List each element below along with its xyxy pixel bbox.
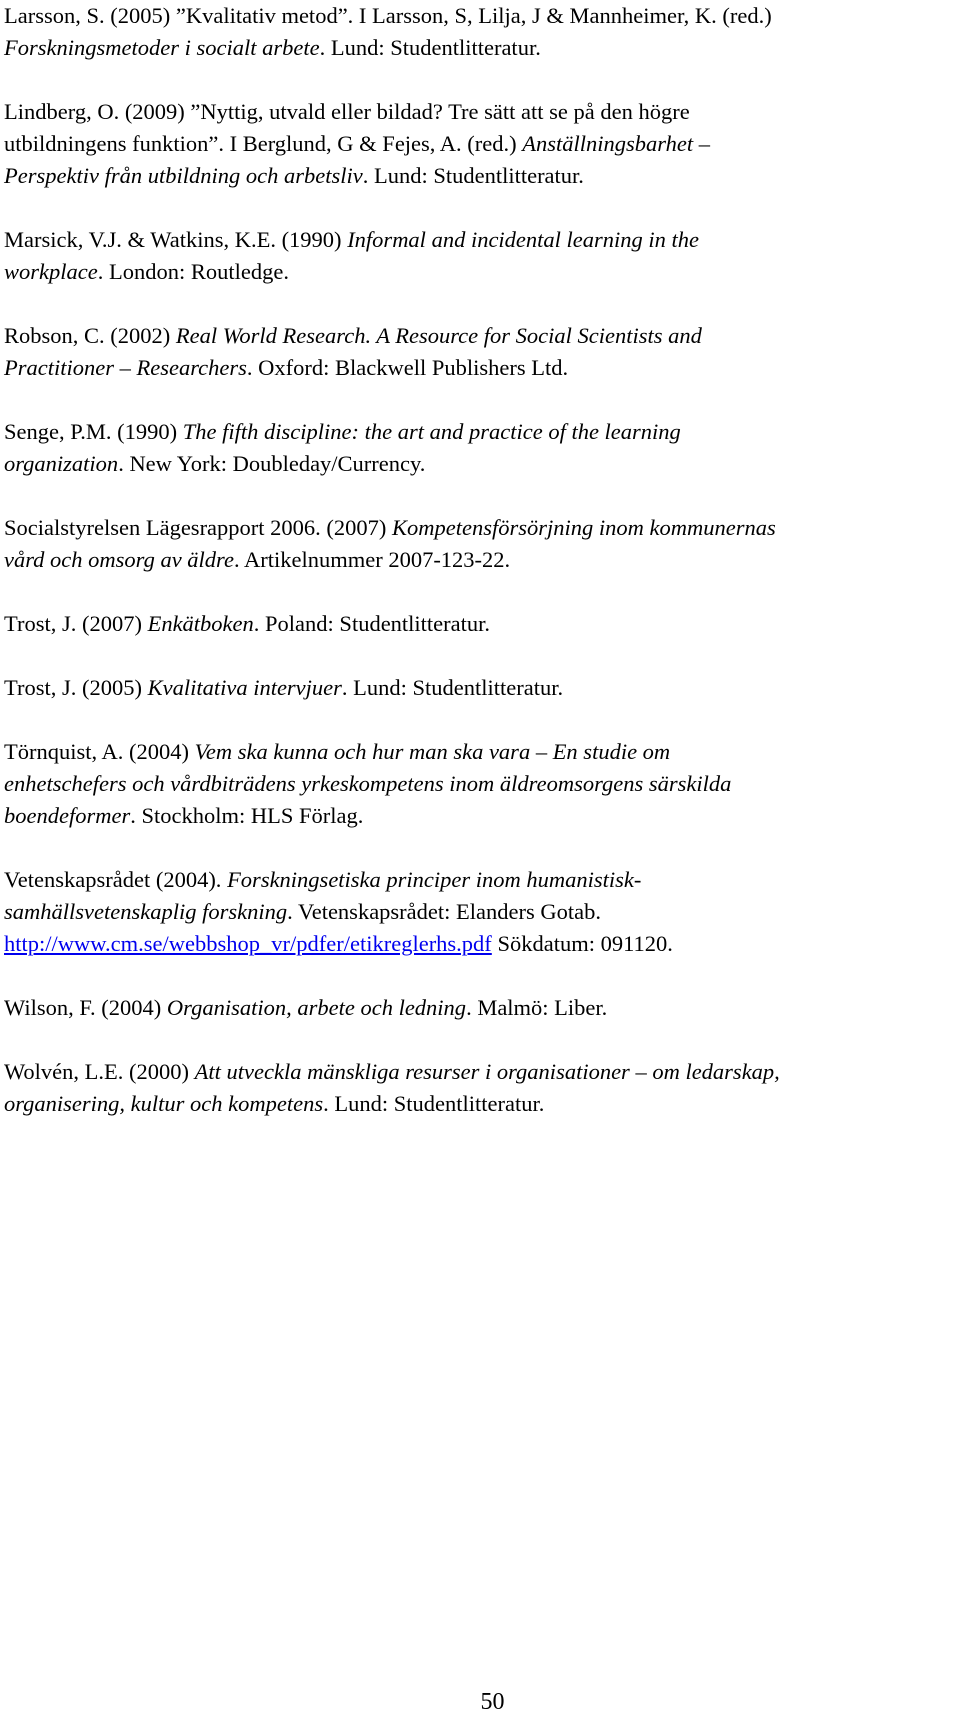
reference-text: . Oxford: Blackwell Publishers Ltd. bbox=[246, 355, 569, 380]
reference-line bbox=[4, 992, 954, 1024]
reference-line bbox=[4, 896, 954, 928]
reference-line bbox=[4, 544, 954, 576]
reference-text: Marsick, V.J. & Watkins, K.E. (1990) bbox=[4, 227, 348, 252]
reference-line bbox=[4, 256, 954, 288]
reference-title-text: Informal and incidental learning in the bbox=[347, 227, 700, 252]
reference-line bbox=[4, 32, 954, 64]
reference-text: . Lund: Studentlitteratur. bbox=[341, 675, 564, 700]
reference-title-text: workplace bbox=[4, 259, 98, 284]
reference-text: Vetenskapsrådet (2004). bbox=[4, 867, 228, 892]
reference-line bbox=[4, 96, 954, 128]
reference-line bbox=[4, 768, 954, 800]
reference-entry bbox=[4, 1056, 954, 1120]
reference-line bbox=[4, 320, 954, 352]
reference-title-text: Forskningsetiska principer inom humanistisk- bbox=[227, 867, 642, 892]
reference-text: . Lund: Studentlitteratur. bbox=[319, 35, 541, 60]
page-number: 50 bbox=[480, 1689, 505, 1715]
reference-line bbox=[4, 416, 954, 448]
reference-entry bbox=[4, 416, 954, 480]
reference-text: . London: Routledge. bbox=[97, 259, 289, 284]
reference-text: . Malmö: Liber. bbox=[466, 995, 608, 1020]
reference-line bbox=[4, 1088, 954, 1120]
reference-text: . Lund: Studentlitteratur. bbox=[323, 1091, 545, 1116]
reference-text: Socialstyrelsen Lägesrapport 2006. (2007) bbox=[4, 515, 393, 540]
reference-text: Lindberg, O. (2009) ”Nyttig, utvald eller bildad? Tre sätt att se på den högre bbox=[4, 99, 690, 124]
reference-text: Senge, P.M. (1990) bbox=[4, 419, 183, 444]
reference-line bbox=[4, 864, 954, 896]
reference-title-text: vård och omsorg av äldre bbox=[4, 547, 234, 572]
reference-title-text: Practitioner – Researchers bbox=[4, 355, 247, 380]
reference-text: Robson, C. (2002) bbox=[4, 323, 176, 348]
reference-text: . Poland: Studentlitteratur. bbox=[253, 611, 491, 636]
reference-text: Wilson, F. (2004) bbox=[4, 995, 167, 1020]
reference-text: . Stockholm: HLS Förlag. bbox=[130, 803, 364, 828]
reference-line bbox=[4, 512, 954, 544]
reference-line bbox=[4, 352, 954, 384]
reference-link[interactable]: http://www.cm.se/webbshop_vr/pdfer/etikreglerhs.pdf bbox=[4, 931, 492, 956]
reference-text: utbildningens funktion”. I Berglund, G & Fejes, A. (red.) bbox=[4, 131, 523, 156]
reference-text: Sökdatum: 091120. bbox=[491, 931, 673, 956]
reference-text: . Lund: Studentlitteratur. bbox=[362, 163, 584, 188]
reference-title-text: boendeformer bbox=[4, 803, 131, 828]
reference-title-text: Kompetensförsörjning inom kommunernas bbox=[392, 515, 776, 540]
reference-line bbox=[4, 800, 954, 832]
reference-title-text: Att utveckla mänskliga resurser i organisationer – om ledarskap, bbox=[194, 1059, 780, 1084]
reference-title-text: Kvalitativa intervjuer bbox=[147, 675, 342, 700]
reference-title-text: Perspektiv från utbildning och arbetsliv bbox=[4, 163, 363, 188]
reference-entry bbox=[4, 224, 954, 288]
reference-title-text: Vem ska kunna och hur man ska vara – En studie om bbox=[194, 739, 671, 764]
reference-line bbox=[4, 672, 954, 704]
reference-entry bbox=[4, 512, 954, 576]
reference-title-text: Real World Research. A Resource for Social Scientists and bbox=[175, 323, 702, 348]
reference-entry bbox=[4, 864, 954, 960]
reference-text: Larsson, S. (2005) ”Kvalitativ metod”. I Larsson, S, Lilja, J & Mannheimer, K. (red.) bbox=[4, 3, 772, 28]
reference-text: . New York: Doubleday/Currency. bbox=[118, 451, 426, 476]
reference-line bbox=[4, 128, 954, 160]
reference-entry bbox=[4, 992, 954, 1024]
reference-line bbox=[4, 1056, 954, 1088]
reference-title-text: Organisation, arbete och ledning bbox=[166, 995, 467, 1020]
reference-title-text: Forskningsmetoder i socialt arbete bbox=[4, 35, 320, 60]
reference-line bbox=[4, 0, 954, 32]
reference-text: . Artikelnummer 2007-123-22. bbox=[233, 547, 511, 572]
reference-line bbox=[4, 608, 954, 640]
reference-text: Wolvén, L.E. (2000) bbox=[4, 1059, 195, 1084]
reference-text: Törnquist, A. (2004) bbox=[4, 739, 195, 764]
reference-text: . Vetenskapsrådet: Elanders Gotab. bbox=[287, 899, 601, 924]
reference-text: Trost, J. (2005) bbox=[4, 675, 148, 700]
reference-entry bbox=[4, 0, 954, 64]
reference-entry bbox=[4, 672, 954, 704]
reference-title-text: organisering, kultur och kompetens bbox=[4, 1091, 324, 1116]
reference-line bbox=[4, 928, 954, 960]
reference-line bbox=[4, 224, 954, 256]
reference-title-text: Anställningsbarhet – bbox=[522, 131, 711, 156]
reference-title-text: Enkätboken bbox=[147, 611, 254, 636]
reference-entry bbox=[4, 608, 954, 640]
reference-line bbox=[4, 448, 954, 480]
reference-title-text: samhällsvetenskaplig forskning bbox=[4, 899, 288, 924]
reference-entry bbox=[4, 736, 954, 832]
reference-line bbox=[4, 736, 954, 768]
reference-title-text: The fifth discipline: the art and practice of the learning bbox=[182, 419, 681, 444]
reference-text: Trost, J. (2007) bbox=[4, 611, 148, 636]
reference-line bbox=[4, 160, 954, 192]
reference-entry bbox=[4, 96, 954, 192]
reference-title-text: organization bbox=[4, 451, 119, 476]
reference-list bbox=[4, 0, 954, 1152]
reference-title-text: enhetschefers och vårdbiträdens yrkeskompetens inom äldreomsorgens särskilda bbox=[4, 771, 732, 796]
reference-entry bbox=[4, 320, 954, 384]
